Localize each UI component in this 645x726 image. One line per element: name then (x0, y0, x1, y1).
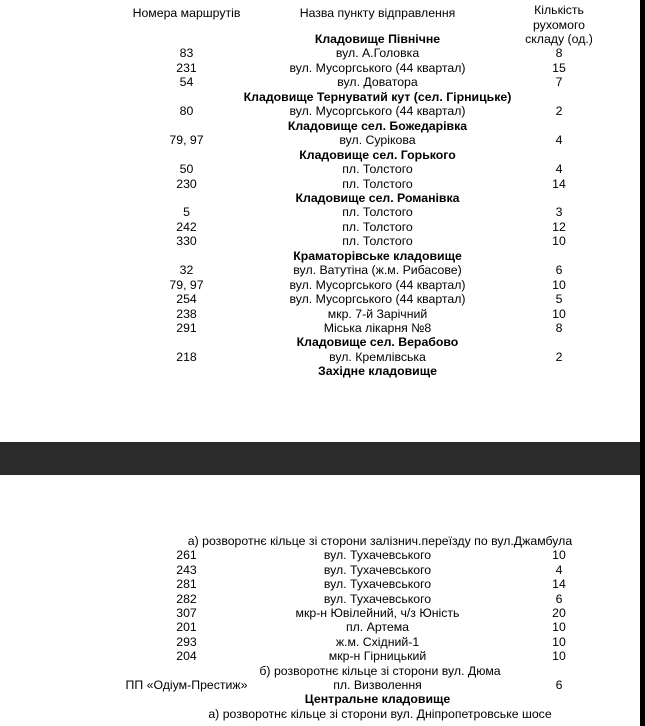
vehicle-count: 10 (552, 277, 566, 292)
table-row (0, 321, 640, 335)
section-title: Західне кладовище (318, 364, 437, 379)
section-title: Кладовище Північне (314, 32, 441, 46)
table-row (0, 162, 640, 176)
departure-point: пл. Толстого (342, 205, 413, 220)
departure-point: мкр-н Ювілейний, ч/з Юність (295, 606, 460, 620)
vehicle-count: 12 (552, 219, 566, 234)
section-heading (0, 249, 640, 263)
document-page-2 (0, 475, 640, 726)
route-number: 330 (176, 234, 197, 249)
table-row (0, 577, 640, 591)
page-gap (0, 442, 645, 475)
table-row (0, 350, 640, 364)
vehicle-count: 10 (552, 649, 566, 664)
departure-point: пл. Толстого (342, 176, 413, 191)
vehicle-count: 10 (552, 548, 566, 563)
departure-point: вул. Мусоргського (44 квартал) (289, 60, 466, 75)
departure-point: вул. Тухачевського (323, 562, 432, 577)
column-header-count-line1: Кількість рухомого (532, 3, 586, 32)
route-number: 204 (176, 649, 197, 664)
table-row (0, 292, 640, 306)
section-heading (0, 119, 640, 133)
route-number: 242 (176, 219, 197, 234)
table-row (0, 133, 640, 147)
table-row (0, 177, 640, 191)
vehicle-count: 4 (555, 562, 563, 577)
route-number: 201 (176, 620, 197, 635)
note-text: а) розворотнє кільце зі сторони залізнич.переїзду по вул.Джамбула (187, 534, 573, 548)
route-number: 281 (176, 577, 197, 592)
departure-point: пл. Толстого (342, 234, 413, 249)
section-title: Кладовище сел. Романівка (295, 190, 460, 205)
route-number: ПП «Одіум-Престиж» (125, 678, 248, 692)
note-text: б) розворотнє кільце зі сторони вул. Дюма (259, 663, 501, 678)
table-row (0, 635, 640, 649)
table-row (0, 678, 640, 692)
departure-point: пл. Артема (345, 620, 410, 635)
route-number: 54 (179, 75, 194, 90)
table-row (0, 46, 640, 60)
route-number: 32 (179, 263, 194, 278)
section-title: Краматорівське кладовище (293, 248, 462, 263)
note-line (0, 664, 640, 678)
vehicle-count: 10 (552, 620, 566, 635)
table-row (0, 205, 640, 219)
column-header-count-line2: складу (од.) (525, 32, 593, 46)
vehicle-count: 6 (555, 678, 563, 692)
departure-point: вул. Ватутіна (ж.м. Рибасове) (293, 263, 462, 278)
route-number: 83 (179, 46, 194, 61)
route-number: 307 (176, 606, 197, 620)
table-row (0, 620, 640, 634)
table-row (0, 592, 640, 606)
table-row (0, 263, 640, 277)
section-title: Кладовище сел. Верабово (296, 335, 459, 350)
departure-point: мкр. 7-й Зарічний (327, 306, 428, 321)
route-number: 231 (176, 60, 197, 75)
vehicle-count: 4 (555, 162, 563, 177)
route-number: 238 (176, 306, 197, 321)
note-line (0, 707, 640, 721)
departure-point: Міська лікарня №8 (323, 321, 432, 335)
vehicle-count: 20 (552, 606, 566, 620)
route-number: 230 (176, 176, 197, 191)
departure-point: вул. Тухачевського (323, 577, 432, 592)
table-row (0, 606, 640, 620)
note-line (0, 534, 640, 548)
section-heading (0, 191, 640, 205)
route-number: 243 (176, 562, 197, 577)
route-number: 80 (179, 104, 194, 119)
viewer-edge (640, 0, 645, 726)
section-heading (0, 32, 640, 46)
section-heading (0, 364, 640, 378)
departure-point: вул. Кремлівська (329, 349, 426, 364)
departure-point: ж.м. Східний-1 (335, 634, 420, 649)
route-number: 50 (179, 162, 194, 177)
vehicle-count: 10 (552, 234, 566, 249)
departure-point: вул. Доватора (337, 75, 418, 90)
route-number: 261 (176, 548, 197, 563)
vehicle-count: 14 (552, 577, 566, 592)
vehicle-count: 10 (552, 634, 566, 649)
table-row (0, 649, 640, 663)
route-number: 5 (183, 205, 190, 220)
vehicle-count: 2 (555, 349, 563, 364)
vehicle-count: 5 (555, 292, 563, 307)
vehicle-count: 14 (552, 176, 566, 191)
vehicle-count: 4 (555, 133, 563, 148)
section-title: Кладовище сел. Божедарівка (287, 118, 468, 133)
table-row (0, 278, 640, 292)
route-number: 218 (176, 349, 197, 364)
departure-point: вул. Сурікова (339, 133, 416, 148)
route-number: 254 (176, 292, 197, 307)
departure-point: вул. Тухачевського (323, 548, 432, 563)
section-title: Кладовище сел. Горького (299, 147, 456, 162)
departure-point: вул. Мусоргського (44 квартал) (289, 277, 466, 292)
departure-point: вул. Мусоргського (44 квартал) (289, 104, 466, 119)
route-number: 291 (176, 321, 197, 335)
section-heading (0, 90, 640, 104)
vehicle-count: 7 (555, 75, 563, 90)
table-row (0, 307, 640, 321)
column-header-departure-point: Назва пункту відправлення (299, 6, 456, 20)
route-number: 79, 97 (169, 133, 204, 148)
table-row (0, 75, 640, 89)
section-heading (0, 692, 640, 706)
departure-point: пл. Толстого (342, 219, 413, 234)
vehicle-count: 3 (555, 205, 563, 220)
departure-point: мкр-н Гірницький (328, 649, 427, 664)
departure-point: вул. Тухачевського (323, 591, 432, 606)
table-row (0, 61, 640, 75)
table-row (0, 234, 640, 248)
departure-point: вул. А.Головка (335, 46, 420, 61)
departure-point: пл. Толстого (342, 162, 413, 177)
section-title: Центральне кладовище (304, 692, 451, 707)
vehicle-count: 8 (555, 321, 563, 335)
table-row (0, 548, 640, 562)
route-number: 293 (176, 634, 197, 649)
section-heading (0, 148, 640, 162)
section-heading (0, 335, 640, 349)
vehicle-count: 6 (555, 591, 563, 606)
column-header-routes: Номера маршрутів (132, 6, 241, 20)
vehicle-count: 10 (552, 306, 566, 321)
table-row (0, 220, 640, 234)
route-number: 79, 97 (169, 277, 204, 292)
table-row (0, 563, 640, 577)
note-text: а) розворотнє кільце зі сторони вул. Дніпропетровське шосе (208, 706, 552, 721)
vehicle-count: 8 (555, 46, 563, 61)
vehicle-count: 6 (555, 263, 563, 278)
vehicle-count: 2 (555, 104, 563, 119)
departure-point: пл. Визволення (333, 678, 422, 692)
section-title: Кладовище Тернуватий кут (сел. Гірницьке) (243, 89, 512, 104)
table-row (0, 104, 640, 118)
route-number: 282 (176, 591, 197, 606)
vehicle-count: 15 (552, 60, 566, 75)
departure-point: вул. Мусоргського (44 квартал) (289, 292, 466, 307)
